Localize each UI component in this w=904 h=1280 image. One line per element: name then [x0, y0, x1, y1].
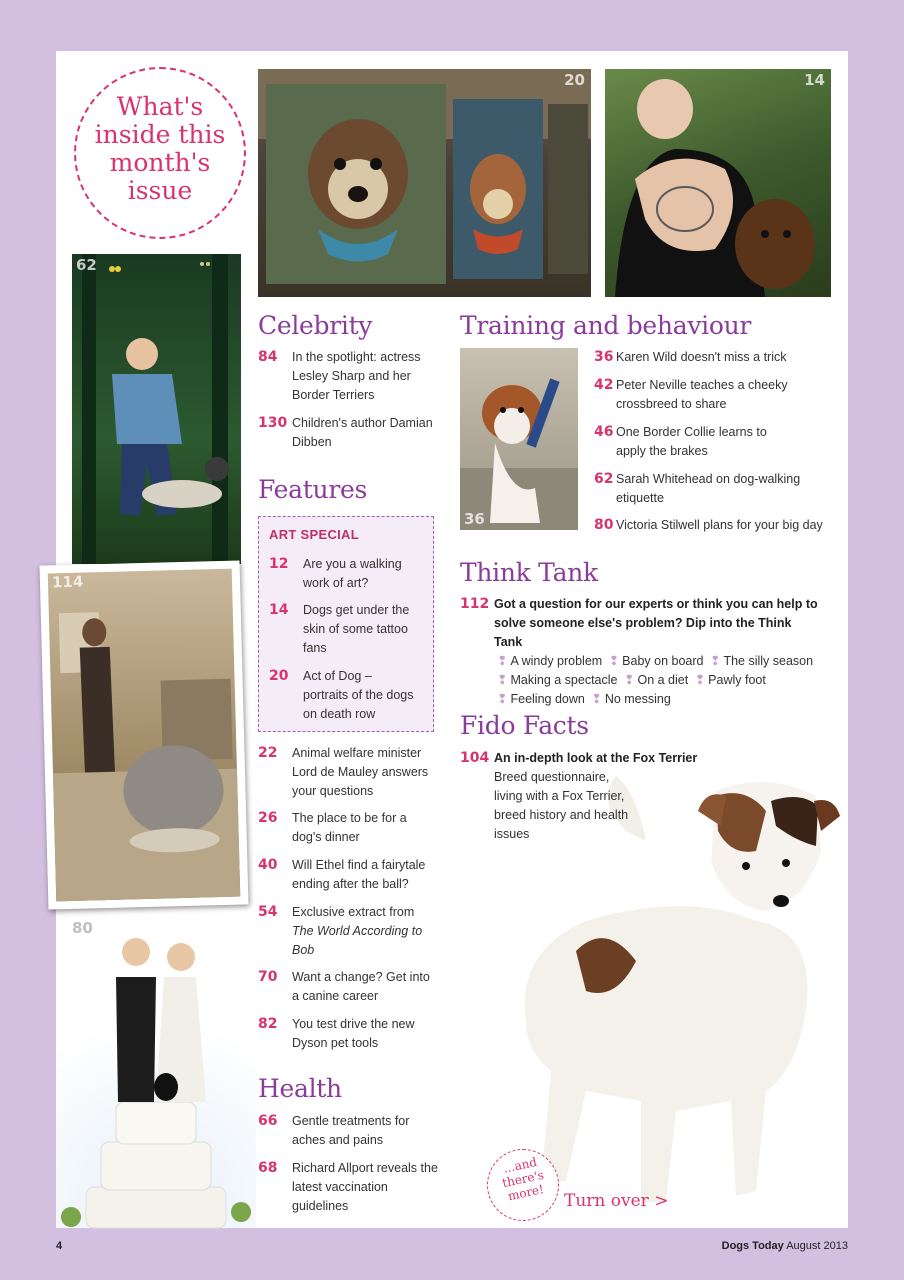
photo-page-number: 36 [464, 510, 485, 528]
list-item[interactable] [258, 744, 438, 801]
paw-bullet-icon: ❢ [591, 692, 602, 706]
paw-bullet-icon: ❢ [497, 654, 508, 668]
page-number: 14 [269, 602, 289, 618]
fido-facts-item[interactable] [460, 749, 720, 844]
fido-facts-lead: An in-depth look at the Fox Terrier [494, 751, 698, 765]
page-number: 40 [258, 857, 278, 873]
paw-bullet-icon: ❢ [709, 654, 721, 668]
tattoo-illustration [605, 69, 831, 297]
item-text: Karen Wild doesn't miss a trick [616, 350, 787, 364]
list-item[interactable] [258, 1159, 438, 1216]
page-number: 54 [258, 904, 278, 920]
topic: Baby on board [622, 654, 704, 668]
page-number: 80 [594, 517, 614, 533]
photo-page-number: 114 [51, 572, 84, 592]
item-text: One Border Collie learns to apply the brakes [616, 425, 767, 458]
page-number: 66 [258, 1113, 278, 1129]
list-item[interactable] [258, 1112, 438, 1150]
page-number: 112 [460, 596, 490, 612]
item-text: Animal welfare minister Lord de Mauley answers your questions [292, 746, 429, 798]
photo-kitchen-dog [40, 560, 249, 909]
item-text: Act of Dog – portraits of the dogs on death row [303, 669, 414, 721]
dog-portraits-illustration [258, 69, 591, 297]
list-item[interactable] [594, 470, 814, 508]
puppy-illustration [460, 348, 578, 530]
list-item[interactable] [258, 348, 438, 405]
contents-page [51, 51, 848, 1228]
list-item[interactable] [594, 376, 804, 414]
photo-page-number: 20 [564, 71, 585, 89]
paw-bullet-icon: ❢ [497, 692, 508, 706]
page-number: 26 [258, 810, 278, 826]
art-special-title: ART SPECIAL [269, 527, 359, 542]
footer-credit [722, 1240, 848, 1252]
fido-facts-text: Breed questionnaire, living with a Fox Terrier, breed history and health issues [494, 770, 629, 841]
photo-puppy [460, 348, 578, 530]
item-text: Richard Allport reveals the latest vaccination guidelines [292, 1161, 438, 1213]
more-circle [487, 1149, 559, 1221]
magazine-name: Dogs Today [721, 1240, 784, 1252]
think-tank-topics [494, 652, 820, 709]
list-item[interactable] [269, 601, 419, 658]
list-item[interactable] [258, 903, 438, 960]
item-text: You test drive the new Dyson pet tools [292, 1017, 415, 1050]
section-heading-fido-facts: Fido Facts [460, 711, 589, 740]
photo-wedding-cake [56, 917, 256, 1228]
think-tank-item[interactable] [460, 595, 820, 709]
section-heading-features: Features [258, 475, 368, 504]
item-text: In the spotlight: actress Lesley Sharp and her Border Terriers [292, 350, 421, 402]
list-item[interactable] [594, 423, 794, 461]
photo-page-number: 62 [76, 256, 97, 274]
item-text [292, 903, 438, 960]
page-number: 62 [594, 471, 614, 487]
list-item[interactable] [258, 809, 438, 847]
item-text-lead: Exclusive extract from [292, 905, 415, 919]
paw-bullet-icon: ❢ [623, 673, 635, 687]
photo-dog-portraits [258, 69, 591, 297]
photo-page-number: 14 [804, 71, 825, 89]
item-text: Want a change? Get into a canine career [292, 970, 430, 1003]
topic: A windy problem [510, 654, 603, 668]
section-heading-training: Training and behaviour [460, 311, 752, 340]
topic: On a diet [637, 673, 689, 687]
list-item[interactable] [594, 348, 834, 367]
footer-page-number: 4 [56, 1240, 63, 1252]
contents-circle [74, 67, 246, 239]
list-item[interactable] [258, 968, 438, 1006]
think-tank-lead: Got a question for our experts or think you can help to solve someone else's problem? Dip into the Think Tank [494, 597, 818, 649]
topic: The silly season [723, 654, 814, 668]
list-item[interactable] [258, 856, 438, 894]
topic: Feeling down [510, 692, 585, 706]
item-text: Will Ethel find a fairytale ending after the ball? [292, 858, 426, 891]
page-number: 84 [258, 349, 278, 365]
paw-bullet-icon: ❢ [497, 673, 508, 687]
section-heading-health: Health [258, 1074, 342, 1103]
list-item[interactable] [258, 414, 438, 452]
kitchen-dog-illustration [48, 569, 241, 902]
page-number: 82 [258, 1016, 278, 1032]
list-item[interactable] [269, 555, 419, 593]
photo-man-walking-dog [72, 254, 241, 564]
page-number: 20 [269, 668, 289, 684]
topic: No messing [604, 692, 671, 706]
item-text: Peter Neville teaches a cheeky crossbreed to share [616, 378, 788, 411]
page-number: 130 [258, 415, 288, 431]
item-text: Sarah Whitehead on dog-walking etiquette [616, 472, 801, 505]
page-number: 46 [594, 424, 614, 440]
page-number: 68 [258, 1160, 278, 1176]
item-text: Victoria Stilwell plans for your big day [616, 518, 823, 532]
paw-bullet-icon: ❢ [608, 654, 620, 668]
section-heading-think-tank: Think Tank [460, 558, 598, 587]
issue-date: August 2013 [786, 1240, 848, 1252]
item-text: Are you a walking work of art? [303, 557, 402, 590]
photo-page-number: 80 [72, 919, 93, 937]
page-number: 12 [269, 556, 289, 572]
art-special-box [258, 516, 434, 732]
page-number: 42 [594, 377, 614, 393]
topic: Pawly foot [708, 673, 766, 687]
page-number: 70 [258, 969, 278, 985]
section-heading-celebrity: Celebrity [258, 311, 373, 340]
paw-bullet-icon: ❢ [694, 673, 706, 687]
item-text: Dogs get under the skin of some tattoo fans [303, 603, 410, 655]
topic: Making a spectacle [510, 673, 618, 687]
photo-tattoo [605, 69, 831, 297]
turn-over-link[interactable]: Turn over > [564, 1191, 669, 1211]
item-text: The place to be for a dog's dinner [292, 811, 407, 844]
list-item[interactable] [258, 1015, 438, 1053]
page-number: 22 [258, 745, 278, 761]
page-number: 104 [460, 750, 490, 766]
list-item[interactable] [269, 667, 419, 724]
wedding-cake-illustration [56, 917, 256, 1228]
book-title: The World According to Bob [292, 924, 423, 957]
contents-title: What's inside this month's issue [94, 92, 226, 205]
item-text: Gentle treatments for aches and pains [292, 1114, 410, 1147]
page-number: 36 [594, 349, 614, 365]
man-dog-illustration [72, 254, 241, 564]
more-text: ...and there's more! [501, 1154, 546, 1204]
list-item[interactable] [594, 516, 844, 535]
item-text: Children's author Damian Dibben [292, 416, 433, 449]
